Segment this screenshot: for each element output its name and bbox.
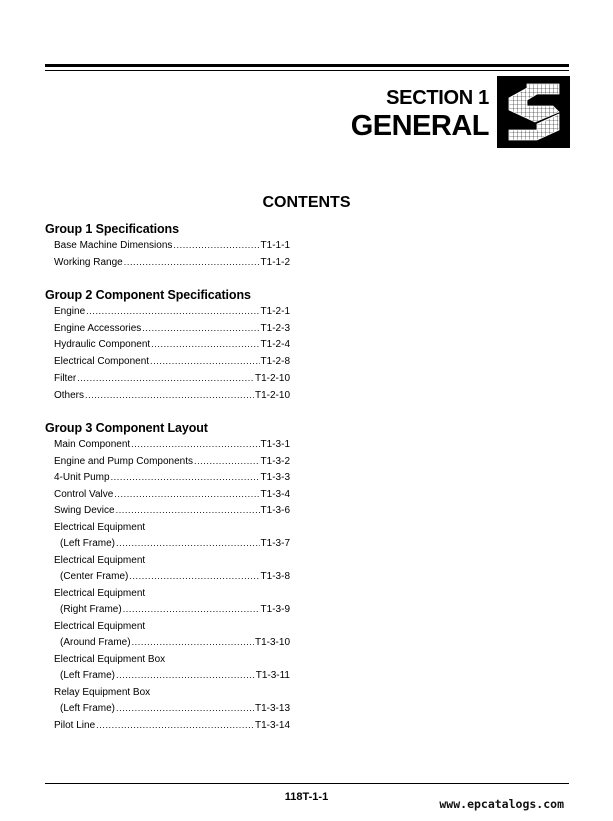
- watermark-link[interactable]: www.epcatalogs.com: [439, 797, 564, 811]
- toc-entry[interactable]: [54, 240, 290, 251]
- footer-rule: [45, 783, 569, 784]
- toc-entry-page: T1-2-1: [260, 306, 290, 317]
- toc-entry-page: T1-3-1: [260, 439, 290, 450]
- toc-entry[interactable]: [54, 257, 290, 268]
- toc-entry-label: Engine: [54, 306, 86, 317]
- toc-entry-label: Swing Device: [54, 505, 115, 516]
- page-number: 118T-1-1: [284, 791, 329, 803]
- toc-entry-page: T1-3-6: [260, 505, 290, 516]
- toc-entry[interactable]: [60, 637, 290, 648]
- toc-entry-label: Engine Accessories: [54, 323, 142, 334]
- toc-entry[interactable]: [54, 456, 290, 467]
- toc-entry-page: T1-2-10: [254, 390, 290, 401]
- toc-entry[interactable]: [54, 339, 290, 350]
- toc-entry[interactable]: [54, 489, 290, 500]
- group-1-title: Group 1 Specifications: [45, 222, 179, 236]
- toc-entry-label: Main Component: [54, 439, 131, 450]
- toc-entry-page: T1-2-8: [260, 356, 290, 367]
- toc-entry-page: T1-1-2: [260, 257, 290, 268]
- toc-entry-page: T1-3-14: [254, 720, 290, 731]
- toc-entry[interactable]: [54, 439, 290, 450]
- toc-entry-label: Electrical Equipment Box: [54, 654, 166, 665]
- toc-entry-sublabel: (Right Frame): [60, 604, 122, 615]
- toc-entry[interactable]: [60, 604, 290, 615]
- toc-entry-sublabel: (Left Frame): [60, 703, 116, 714]
- toc-entry-sublabel: (Around Frame): [60, 637, 131, 648]
- toc-entry-label: 4-Unit Pump: [54, 472, 110, 483]
- toc-entry-label: Pilot Line: [54, 720, 96, 731]
- toc-entry-label: Control Valve: [54, 489, 114, 500]
- toc-entry-page: T1-3-7: [260, 538, 290, 549]
- toc-entry[interactable]: [54, 373, 290, 384]
- toc-entry-label: Engine and Pump Components: [54, 456, 193, 467]
- toc-entry[interactable]: [60, 703, 290, 714]
- toc-entry-page: T1-1-1: [260, 240, 290, 251]
- toc-entry-sublabel: (Center Frame): [60, 571, 129, 582]
- toc-entry-page: T1-3-11: [255, 670, 290, 681]
- toc-entry-sublabel: (Left Frame): [60, 538, 116, 549]
- toc-entry[interactable]: [54, 505, 290, 516]
- toc-entry-label: Electrical Equipment: [54, 555, 146, 566]
- toc-entry-page: T1-3-2: [260, 456, 290, 467]
- toc-entry-page: T1-2-3: [260, 323, 290, 334]
- toc-entry-page: T1-2-10: [254, 373, 290, 384]
- toc-entry[interactable]: [60, 571, 290, 582]
- header-rule-thin: [45, 70, 569, 71]
- toc-entry-page: T1-3-13: [254, 703, 290, 714]
- toc-entry-sublabel: (Left Frame): [60, 670, 116, 681]
- toc-entry-label: Electrical Equipment: [54, 588, 146, 599]
- section-title: GENERAL: [350, 110, 489, 142]
- toc-entry-page: T1-3-10: [254, 637, 290, 648]
- toc-entry-page: T1-3-4: [260, 489, 290, 500]
- toc-entry[interactable]: [54, 472, 290, 483]
- section-number: SECTION 1: [386, 87, 489, 109]
- toc-entry[interactable]: [54, 390, 290, 401]
- group-3-title: Group 3 Component Layout: [45, 421, 208, 435]
- toc-entry-label: Working Range: [54, 257, 123, 268]
- contents-heading: CONTENTS: [262, 194, 351, 211]
- group-2-title: Group 2 Component Specifications: [45, 288, 251, 302]
- toc-entry[interactable]: [60, 670, 290, 681]
- toc-entry[interactable]: [54, 306, 290, 317]
- toc-entry-label: Electrical Equipment: [54, 621, 146, 632]
- toc-entry-label: Filter: [54, 373, 77, 384]
- header-rule-thick: [45, 64, 569, 67]
- toc-entry-page: T1-3-3: [260, 472, 290, 483]
- section-logo-icon: [497, 76, 570, 148]
- toc-entry-label: Hydraulic Component: [54, 339, 151, 350]
- toc-entry[interactable]: [54, 323, 290, 334]
- toc-entry-label: Relay Equipment Box: [54, 687, 151, 698]
- toc-entry[interactable]: [54, 720, 290, 731]
- toc-entry-label: Electrical Component: [54, 356, 150, 367]
- toc-entry[interactable]: [60, 538, 290, 549]
- toc-entry-label: Electrical Equipment: [54, 522, 146, 533]
- toc-entry[interactable]: [54, 356, 290, 367]
- toc-entry-page: T1-3-9: [260, 604, 290, 615]
- toc-entry-page: T1-3-8: [260, 571, 290, 582]
- toc-entry-page: T1-2-4: [260, 339, 290, 350]
- toc-entry-label: Base Machine Dimensions: [54, 240, 173, 251]
- toc-entry-label: Others: [54, 390, 85, 401]
